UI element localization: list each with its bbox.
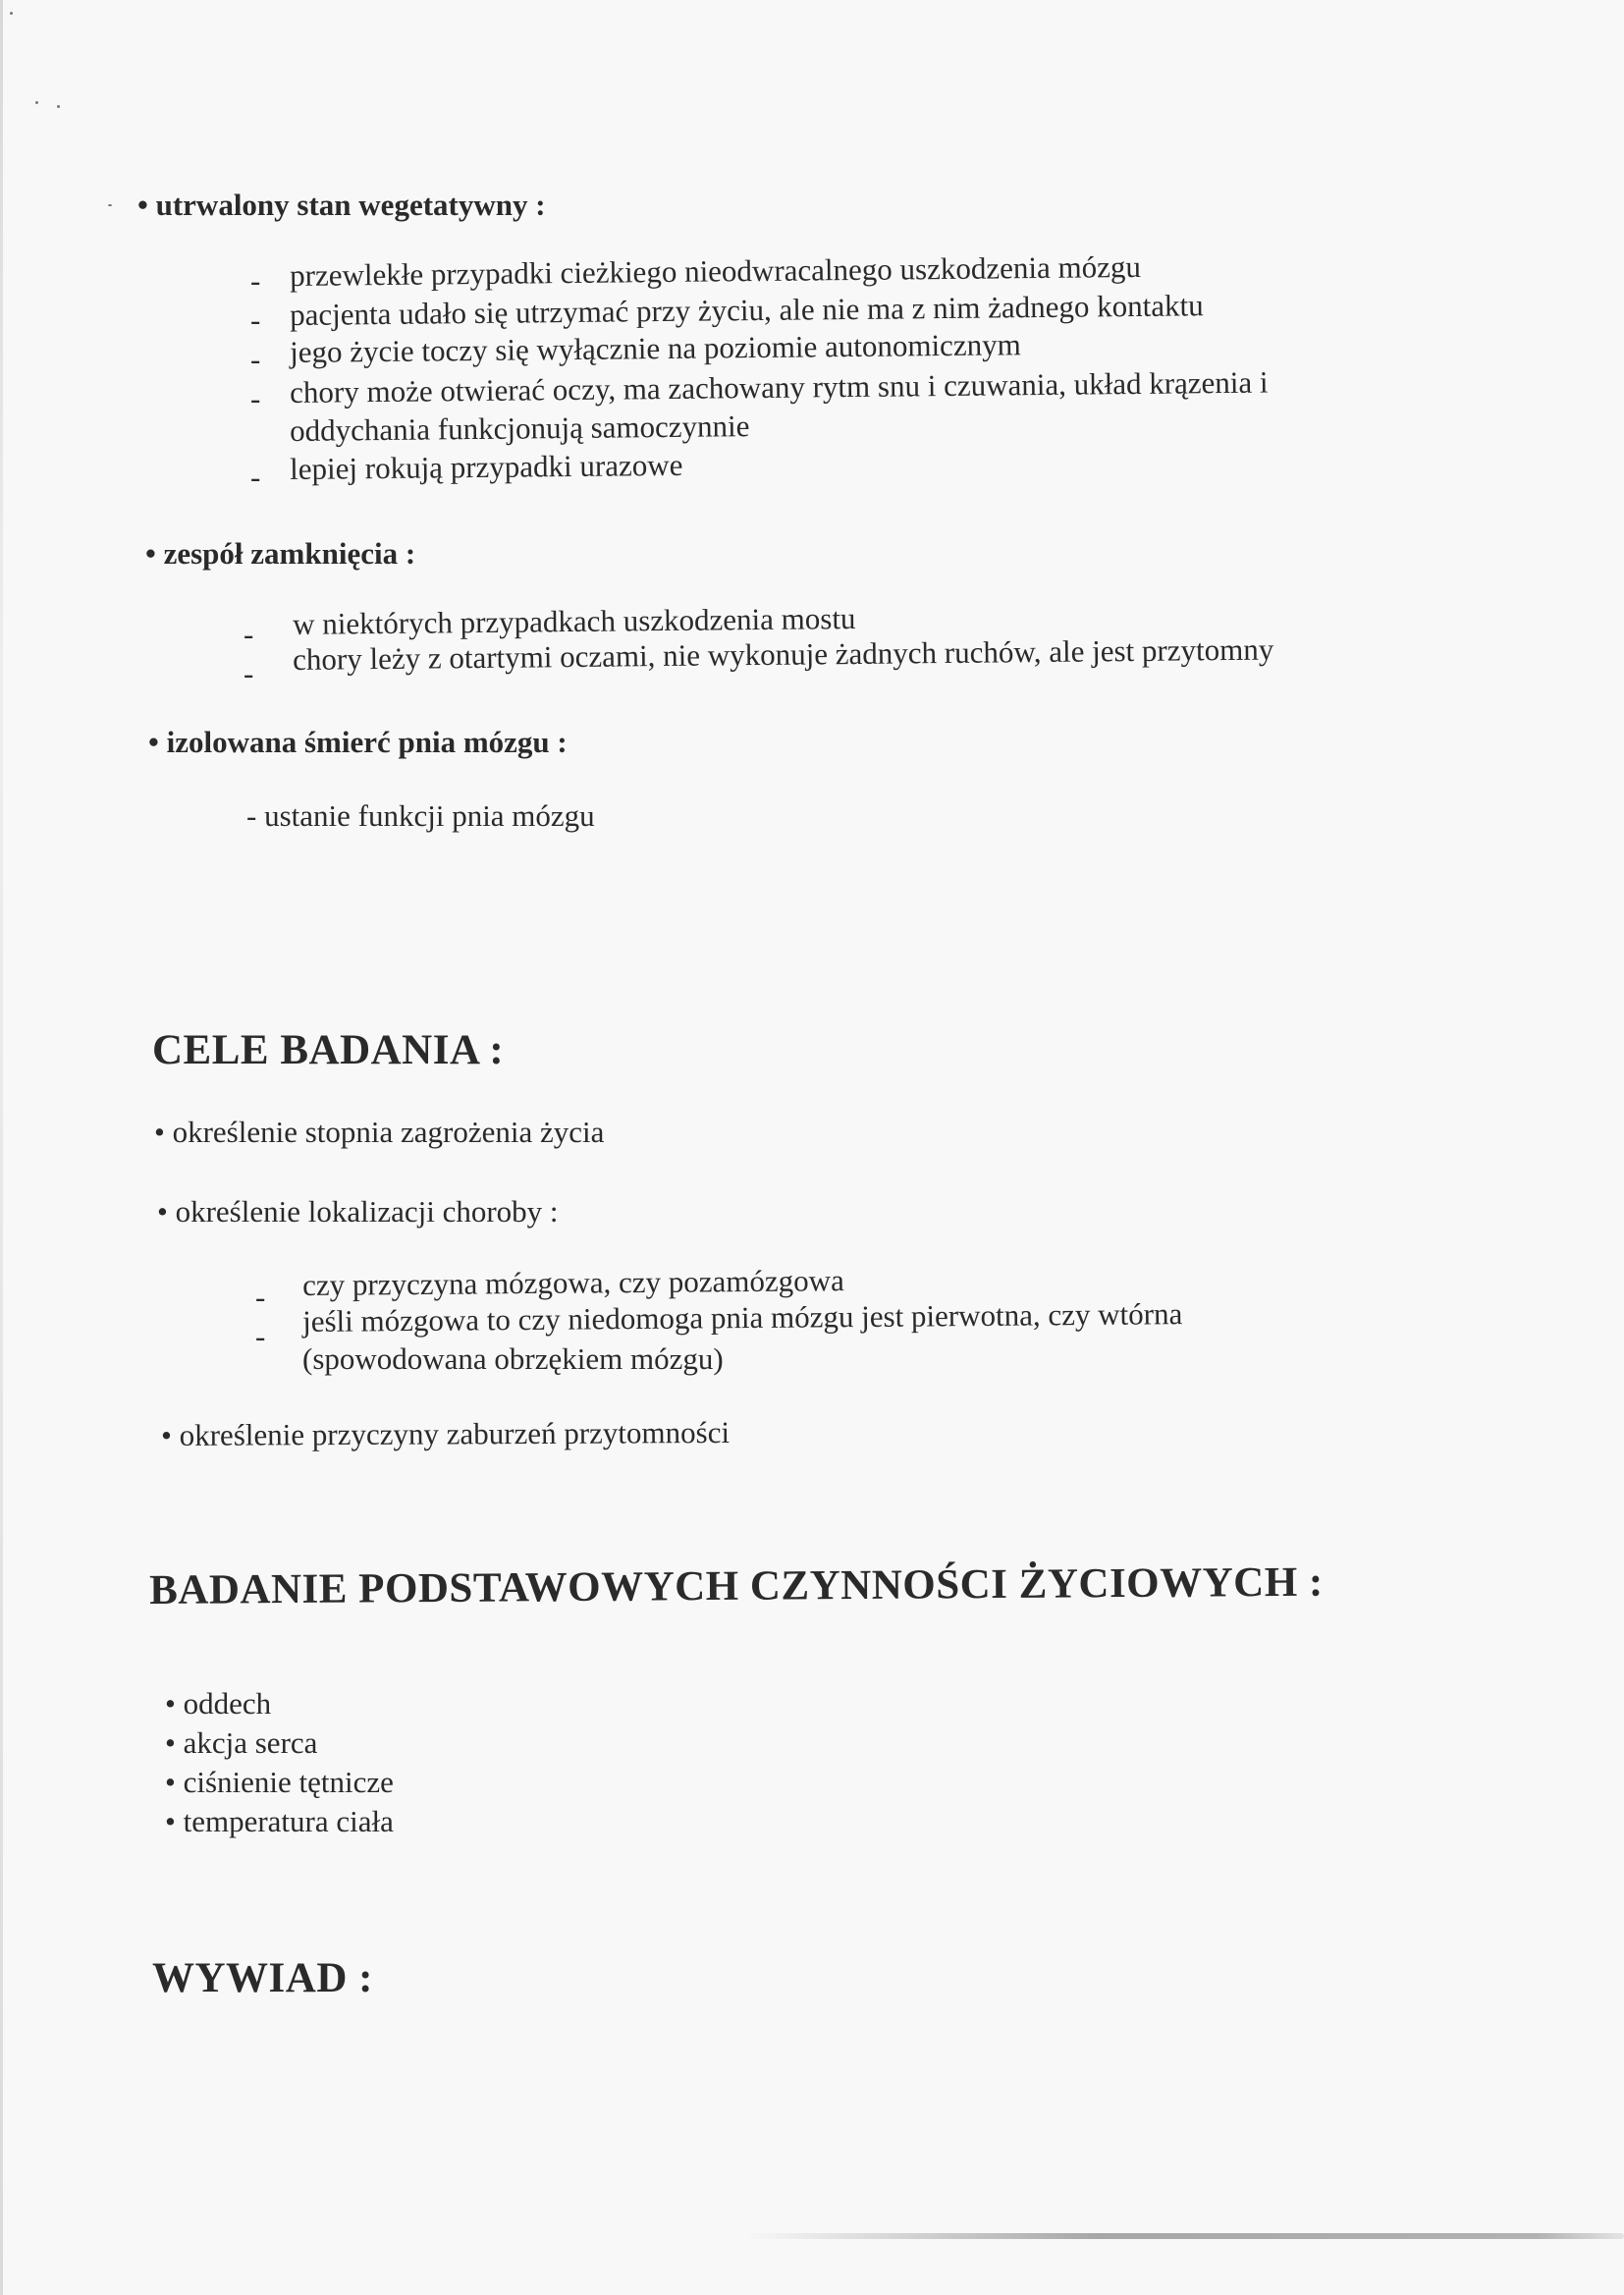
dash-marker: - xyxy=(244,617,254,651)
dash-marker: - xyxy=(255,1319,266,1353)
scan-speck xyxy=(35,101,38,104)
brainstem-death-heading: • izolowana śmierć pnia mózgu : xyxy=(148,725,568,759)
list-item: jego życie toczy się wyłącznie na poziomie autonomicznym xyxy=(289,327,1021,369)
locked-in-heading: • zespół zamknięcia : xyxy=(145,536,416,571)
list-item: pacjenta udało się utrzymać przy życiu, ale nie ma z nim żadnego kontaktu xyxy=(289,288,1204,332)
list-item: • oddech xyxy=(165,1686,272,1721)
dash-marker: - xyxy=(250,263,261,298)
list-item: • temperatura ciała xyxy=(165,1804,394,1838)
list-item: • określenie stopnia zagrożenia życia xyxy=(154,1115,605,1149)
scan-speck xyxy=(57,105,60,108)
list-item: przewlekłe przypadki cieżkiego nieodwracalnego uszkodzenia mózgu xyxy=(289,248,1142,293)
list-item: chory leży z otartymi oczami, nie wykonuje żadnych ruchów, ale jest przytomny xyxy=(292,631,1274,677)
scan-speck xyxy=(10,12,13,15)
scan-fold-shadow xyxy=(746,2233,1624,2239)
section-title-interview: WYWIAD : xyxy=(152,1955,373,2001)
list-item: czy przyczyna mózgowa, czy pozamózgowa xyxy=(301,1263,844,1302)
dash-marker: - xyxy=(250,302,261,337)
dash-marker: - xyxy=(250,342,261,376)
section-title-vital-signs: BADANIE PODSTAWOWYCH CZYNNOŚCI ŻYCIOWYCH : xyxy=(148,1558,1324,1613)
vegetative-state-heading: • utrwalony stan wegetatywny : xyxy=(137,188,546,222)
dash-marker: - xyxy=(244,656,254,690)
scan-left-edge xyxy=(0,0,3,2295)
list-item-continuation: oddychania funkcjonują samoczynnie xyxy=(289,409,750,448)
dash-marker: - xyxy=(250,460,261,494)
list-item: chory może otwierać oczy, ma zachowany rytm snu i czuwania, układ krązenia i xyxy=(289,364,1269,410)
list-item: lepiej rokują przypadki urazowe xyxy=(289,447,683,486)
scan-speck xyxy=(108,204,112,206)
list-item: jeśli mózgowa to czy niedomoga pnia mózgu jest pierwotna, czy wtórna xyxy=(301,1296,1183,1339)
list-item: • ciśnienie tętnicze xyxy=(165,1765,394,1799)
dash-marker: - xyxy=(255,1280,266,1314)
list-item-continuation: (spowodowana obrzękiem mózgu) xyxy=(302,1341,724,1376)
list-item: - ustanie funkcji pnia mózgu xyxy=(246,798,595,833)
list-item: • określenie przyczyny zaburzeń przytomności xyxy=(160,1414,731,1452)
section-title-examination-goals: CELE BADANIA : xyxy=(152,1027,505,1073)
dash-marker: - xyxy=(250,381,261,415)
list-item: • akcja serca xyxy=(165,1725,318,1760)
list-item: w niektórych przypadkach uszkodzenia mostu xyxy=(292,600,856,641)
list-item: • określenie lokalizacji choroby : xyxy=(157,1194,559,1229)
